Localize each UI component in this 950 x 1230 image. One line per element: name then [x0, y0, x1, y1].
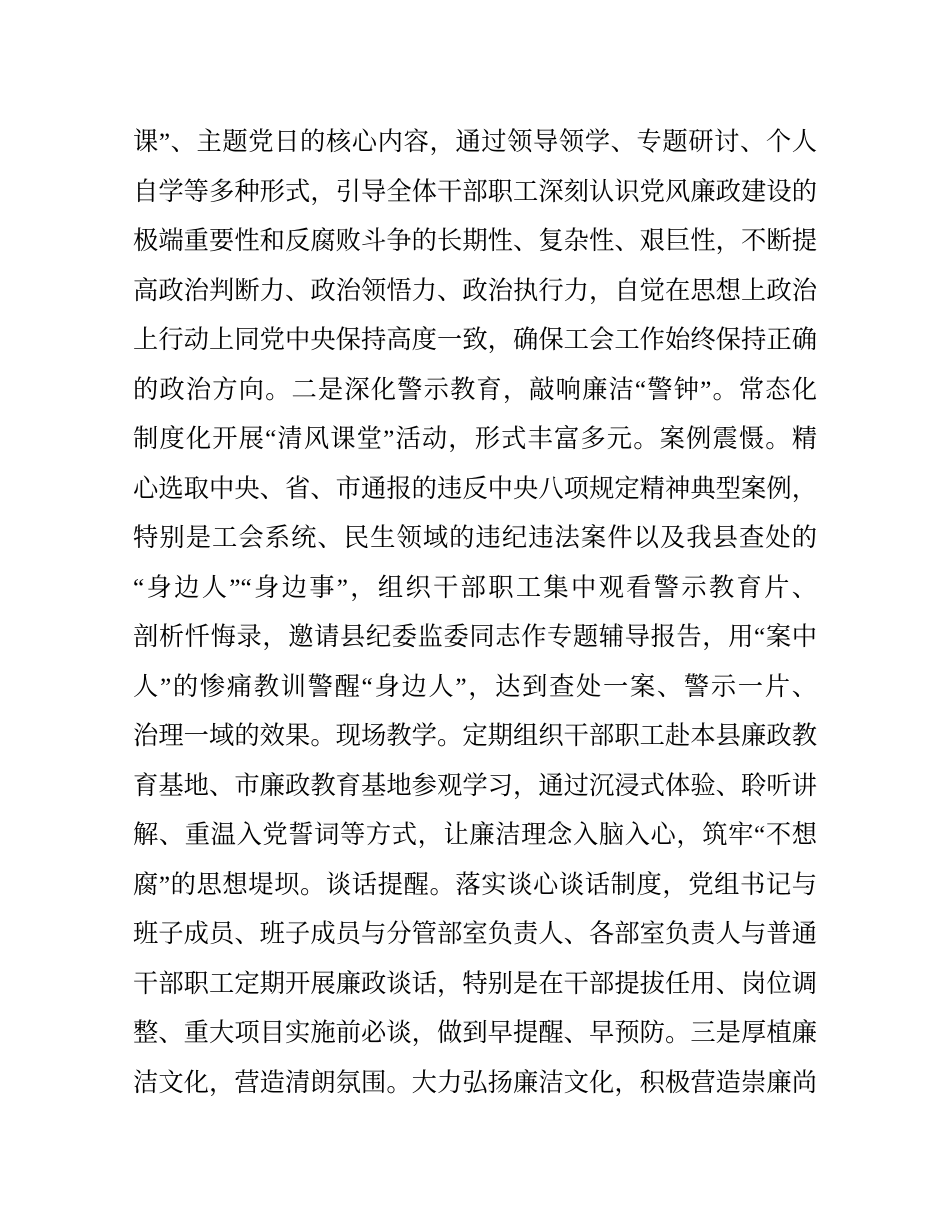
text-line: 治理一域的效果。现场教学。定期组织干部职工赴本县廉政教 — [133, 722, 817, 750]
text-line: 特别是工会系统、民生领域的违纪违法案件以及我县查处的 — [133, 524, 817, 552]
text-line: 的政治方向。二是深化警示教育，敲响廉洁“警钟”。常态化 — [133, 375, 817, 404]
text-line: 班子成员、班子成员与分管部室负责人、各部室负责人与普通 — [133, 920, 817, 948]
text-line: 极端重要性和反腐败斗争的长期性、复杂性、艰巨性，不断提 — [133, 227, 817, 255]
text-line: 剖析忏悔录，邀请县纪委监委同志作专题辅导报告，用“案中 — [133, 623, 817, 651]
text-line: 干部职工定期开展廉政谈话，特别是在干部提拔任用、岗位调 — [133, 969, 817, 998]
text-line: 课”、主题党日的核心内容，通过领导领学、专题研讨、个人 — [133, 128, 817, 156]
text-line: 整、重大项目实施前必谈，做到早提醒、早预防。三是厚植廉 — [133, 1019, 817, 1047]
text-line: 自学等多种形式，引导全体干部职工深刻认识党风廉政建设的 — [133, 177, 817, 206]
text-line: “身边人”“身边事”，组织干部职工集中观看警示教育片、 — [133, 573, 817, 602]
text-line: 腐”的思想堤坝。谈话提醒。落实谈心谈话制度，党组书记与 — [133, 870, 817, 899]
text-line: 高政治判断力、政治领悟力、政治执行力，自觉在思想上政治 — [133, 276, 817, 305]
text-line: 解、重温入党誓词等方式，让廉洁理念入脑入心，筑牢“不想 — [133, 821, 817, 849]
text-line: 制度化开展“清风课堂”活动，形式丰富多元。案例震慑。精 — [133, 425, 817, 453]
body-text-paragraph — [133, 118, 817, 1108]
text-line: 上行动上同党中央保持高度一致，确保工会工作始终保持正确 — [133, 326, 817, 354]
text-line: 人”的惨痛教训警醒“身边人”，达到查处一案、警示一片、 — [133, 672, 817, 701]
text-line: 育基地、市廉政教育基地参观学习，通过沉浸式体验、聆听讲 — [133, 771, 817, 800]
text-line: 洁文化，营造清朗氛围。大力弘扬廉洁文化，积极营造崇廉尚 — [133, 1068, 817, 1097]
text-line: 心选取中央、省、市通报的违反中央八项规定精神典型案例， — [133, 474, 817, 503]
